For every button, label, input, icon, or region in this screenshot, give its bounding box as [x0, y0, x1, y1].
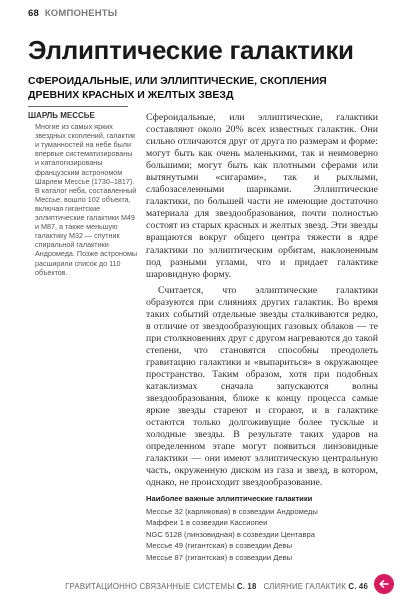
list-item: NGC 5128 (линзовидная) в созвездии Центавра: [146, 529, 315, 539]
back-button[interactable]: [374, 574, 394, 594]
sidebar-note: [28, 111, 138, 277]
list-item: Мессье 87 (гигантская) в созвездии Девы: [146, 552, 293, 562]
crossref-link[interactable]: СЛИЯНИЕ ГАЛАКТИК С. 46: [263, 582, 368, 591]
sidebar-divider: [28, 106, 128, 107]
list-item: Мессье 49 (гигантская) в созвездии Девы: [146, 541, 293, 551]
page-title: Эллиптические галактики: [28, 35, 354, 65]
notable-heading: Наиболее важные эллиптические галактики: [146, 494, 313, 503]
sidebar-heading: ШАРЛЬ МЕССЬЕ: [28, 111, 95, 120]
crossref-link[interactable]: ГРАВИТАЦИОННО СВЯЗАННЫЕ СИСТЕМЫ С. 18: [65, 582, 257, 591]
list-item: Мессье 32 (карликовая) в созвездии Андромеды: [146, 506, 318, 516]
list-item: Маффеи 1 в созвездии Кассиопеи: [146, 518, 268, 528]
notable-galaxies-list: [146, 493, 378, 564]
main-text: [146, 112, 378, 489]
section-name: КОМПОНЕНТЫ: [44, 8, 118, 19]
page-number: 68: [28, 8, 39, 19]
sidebar-text: Многие из самых ярких звездных скоплений, галактик и туманностей на небе были впервые систематизированы и каталогизированы французским астрономом Шарлем Мессье (1730–1817). В каталог неба, составленный Мессье, вошло 102 объекта, включая гигантские эллиптические галактики M49 и M87, а также меньшую галактику M32 — спутник спиральной галактики Андромеда. Позже астрономы расширили список до 110 объектов.: [35, 122, 138, 277]
paragraph: Сфероидальные, или эллиптические, галактики составляют около 20% всех известных галактик. Они сильно отличаются друг от друга по размерам и форме: могут быть как очень маленькими, так и неимоверно большими; могут быть как плотными сферами или вытянутыми «сигарами», так и рыхлыми, слабозаселенными шариками. Эллиптические галактики, по большей части не имеющие достаточно материала для звездообразования, почти полностью состоят из старых красных и желтых звезд. Эти звезды вращаются вокруг общего центра тяжести в ядре галактики по эллиптическим орбитам, наклоненным под разными углами, что и придает галактике шаровидную форму.: [146, 112, 378, 280]
running-header: [28, 8, 117, 19]
paragraph: Считается, что эллиптические галактики образуются при слияниях других галактик. Во время таких событий отдельные звезды сталкиваются редко, в отличие от звездообразующих газовых облаков — те при столкновениях друг с другом нагреваются до такой степени, что становятся способны преодолеть гравитацию галактики и «выпариться» в окружающее пространство. Таким образом, хотя при подобных катаклизмах сначала запускаются волны звездообразования, ближе к концу процесса самые яркие звезды стареют и сгорают, и в галактике остаются только долгоживущие более тусклые и холодные звезды. В результате таких ударов на определенном этапе могут появиться линзовидные галактики — они имеют эллиптическую центральную часть, окруженную диском из газа и звезд, в котором, однако, не происходит звездообразование.: [146, 284, 378, 489]
cross-references: [65, 582, 368, 591]
page-subtitle: СФЕРОИДАЛЬНЫЕ, ИЛИ ЭЛЛИПТИЧЕСКИЕ, СКОПЛЕНИЯ ДРЕВНИХ КРАСНЫХ И ЖЕЛТЫХ ЗВЕЗД: [28, 75, 327, 101]
arrow-left-icon: [378, 578, 390, 590]
